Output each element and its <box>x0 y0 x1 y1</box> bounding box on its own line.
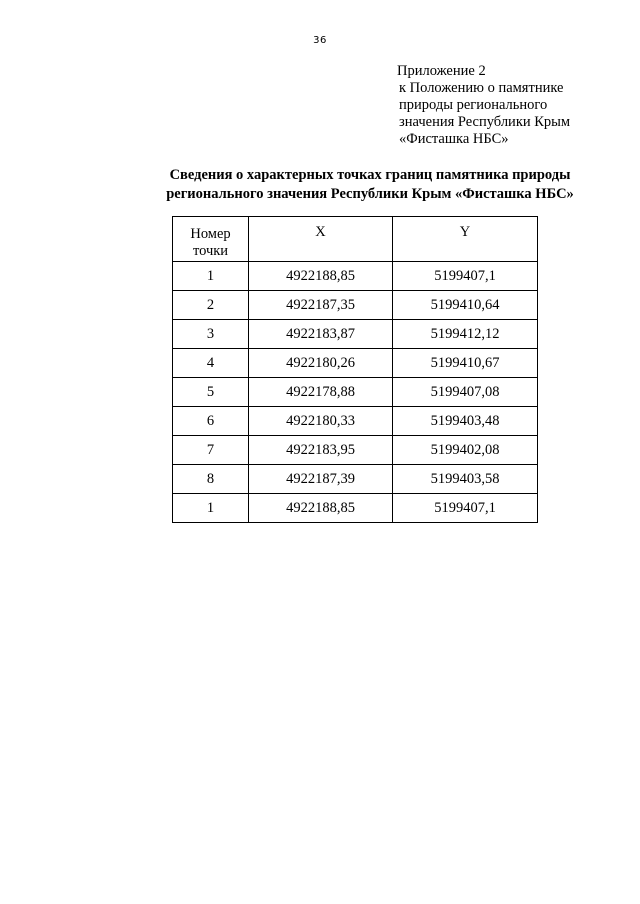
table-row <box>173 407 538 436</box>
cell-point-number: 1 <box>173 262 249 291</box>
cell-x: 4922188,85 <box>249 494 393 523</box>
cell-y: 5199402,08 <box>393 436 538 465</box>
cell-point-number: 7 <box>173 436 249 465</box>
cell-point-number: 6 <box>173 407 249 436</box>
header-point-number <box>173 217 249 262</box>
table-row <box>173 349 538 378</box>
cell-y: 5199410,64 <box>393 291 538 320</box>
cell-x: 4922188,85 <box>249 262 393 291</box>
title-line-1: Сведения о характерных точках границ памятника природы <box>169 167 571 183</box>
table-row <box>173 465 538 494</box>
header-y: Y <box>393 217 538 262</box>
coordinates-table <box>172 216 538 523</box>
cell-x: 4922183,95 <box>249 436 393 465</box>
cell-point-number: 5 <box>173 378 249 407</box>
cell-point-number: 1 <box>173 494 249 523</box>
table-header-row <box>173 217 538 262</box>
cell-y: 5199407,08 <box>393 378 538 407</box>
cell-y: 5199412,12 <box>393 320 538 349</box>
table-row <box>173 262 538 291</box>
table-row <box>173 291 538 320</box>
title-line-2: регионального значения Республики Крым «Фисташка НБС» <box>166 186 574 202</box>
cell-x: 4922180,33 <box>249 407 393 436</box>
cell-point-number: 2 <box>173 291 249 320</box>
header-num-line2: точки <box>192 243 229 259</box>
appendix-note <box>397 63 627 148</box>
cell-x: 4922180,26 <box>249 349 393 378</box>
cell-y: 5199403,58 <box>393 465 538 494</box>
table-row <box>173 320 538 349</box>
cell-x: 4922187,35 <box>249 291 393 320</box>
appendix-line: «Фисташка НБС» <box>399 131 509 147</box>
table-row <box>173 436 538 465</box>
table-row <box>173 378 538 407</box>
document-title <box>150 166 590 204</box>
header-num-line1: Номер <box>190 226 231 242</box>
cell-x: 4922183,87 <box>249 320 393 349</box>
table-row <box>173 494 538 523</box>
cell-y: 5199407,1 <box>393 262 538 291</box>
appendix-line: природы регионального <box>399 97 548 113</box>
cell-y: 5199410,67 <box>393 349 538 378</box>
cell-point-number: 8 <box>173 465 249 494</box>
header-x: X <box>249 217 393 262</box>
appendix-line: Приложение 2 <box>397 63 486 79</box>
cell-point-number: 4 <box>173 349 249 378</box>
cell-y: 5199407,1 <box>393 494 538 523</box>
appendix-line: к Положению о памятнике <box>399 80 564 96</box>
cell-x: 4922178,88 <box>249 378 393 407</box>
cell-x: 4922187,39 <box>249 465 393 494</box>
cell-point-number: 3 <box>173 320 249 349</box>
cell-y: 5199403,48 <box>393 407 538 436</box>
appendix-line: значения Республики Крым <box>399 114 571 130</box>
page-number: 36 <box>313 35 327 46</box>
